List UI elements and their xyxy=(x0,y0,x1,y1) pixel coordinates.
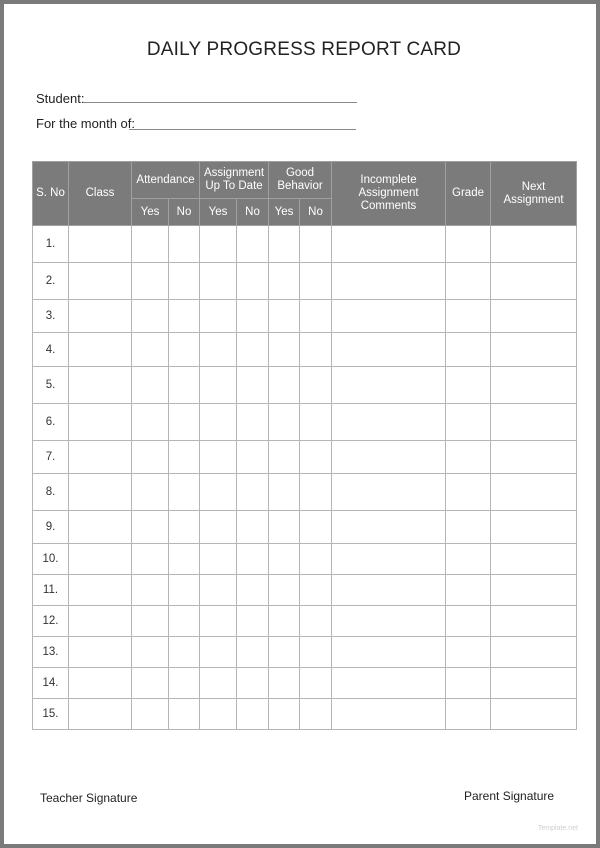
table-row xyxy=(33,511,577,544)
table-cell[interactable] xyxy=(237,441,269,474)
table-cell[interactable] xyxy=(332,226,446,263)
table-cell[interactable] xyxy=(300,668,332,699)
table-cell[interactable] xyxy=(491,511,577,544)
table-cell[interactable] xyxy=(300,226,332,263)
table-cell[interactable] xyxy=(332,606,446,637)
table-cell[interactable] xyxy=(491,333,577,367)
row-number: 13. xyxy=(33,637,69,668)
header-assignment-no: No xyxy=(237,199,269,226)
table-cell[interactable] xyxy=(446,699,491,730)
table-cell[interactable] xyxy=(237,474,269,511)
table-cell[interactable] xyxy=(269,441,300,474)
table-cell[interactable] xyxy=(269,575,300,606)
table-cell[interactable] xyxy=(237,575,269,606)
table-cell[interactable] xyxy=(237,300,269,333)
table-cell[interactable] xyxy=(169,367,200,404)
table-cell[interactable] xyxy=(237,404,269,441)
row-number: 8. xyxy=(33,474,69,511)
table-cell[interactable] xyxy=(69,474,132,511)
table-cell[interactable] xyxy=(446,511,491,544)
table-cell[interactable] xyxy=(269,637,300,668)
table-cell[interactable] xyxy=(332,474,446,511)
header-assignment-yes: Yes xyxy=(200,199,237,226)
table-cell[interactable] xyxy=(332,668,446,699)
table-cell[interactable] xyxy=(169,441,200,474)
table-cell[interactable] xyxy=(69,511,132,544)
table-cell[interactable] xyxy=(300,300,332,333)
table-cell[interactable] xyxy=(300,441,332,474)
table-cell[interactable] xyxy=(169,699,200,730)
table-cell[interactable] xyxy=(200,637,237,668)
table-cell[interactable] xyxy=(300,637,332,668)
table-cell[interactable] xyxy=(491,404,577,441)
table-cell[interactable] xyxy=(332,333,446,367)
table-cell[interactable] xyxy=(69,575,132,606)
table-cell[interactable] xyxy=(169,226,200,263)
table-cell[interactable] xyxy=(237,544,269,575)
table-cell[interactable] xyxy=(169,575,200,606)
header-next: Next Assignment xyxy=(491,162,577,226)
row-number: 6. xyxy=(33,404,69,441)
row-number: 4. xyxy=(33,333,69,367)
parent-signature-label: Parent Signature xyxy=(464,789,555,803)
table-cell[interactable] xyxy=(169,404,200,441)
table-cell[interactable] xyxy=(69,300,132,333)
header-sno: S. No xyxy=(33,162,69,226)
table-row xyxy=(33,668,577,699)
table-cell[interactable] xyxy=(491,606,577,637)
table-cell[interactable] xyxy=(269,668,300,699)
table-cell[interactable] xyxy=(169,511,200,544)
table-row xyxy=(33,637,577,668)
table-cell[interactable] xyxy=(200,474,237,511)
table-cell[interactable] xyxy=(237,367,269,404)
month-line[interactable] xyxy=(129,129,356,130)
table-cell[interactable] xyxy=(200,544,237,575)
student-line[interactable] xyxy=(83,102,357,103)
table-cell[interactable] xyxy=(132,226,169,263)
table-cell[interactable] xyxy=(132,300,169,333)
row-number: 11. xyxy=(33,575,69,606)
table-cell[interactable] xyxy=(269,367,300,404)
table-cell[interactable] xyxy=(237,226,269,263)
table-cell[interactable] xyxy=(237,263,269,300)
month-label: For the month of: xyxy=(36,116,135,131)
table-cell[interactable] xyxy=(69,637,132,668)
table-cell[interactable] xyxy=(237,637,269,668)
table-cell[interactable] xyxy=(332,637,446,668)
table-cell[interactable] xyxy=(446,637,491,668)
teacher-signature-label: Teacher Signature xyxy=(40,791,138,805)
table-cell[interactable] xyxy=(237,511,269,544)
table-cell[interactable] xyxy=(132,606,169,637)
table-cell[interactable] xyxy=(446,441,491,474)
table-cell[interactable] xyxy=(169,263,200,300)
table-cell[interactable] xyxy=(491,226,577,263)
table-cell[interactable] xyxy=(132,474,169,511)
table-cell[interactable] xyxy=(491,474,577,511)
table-cell[interactable] xyxy=(200,263,237,300)
progress-table xyxy=(32,161,577,730)
header-grade: Grade xyxy=(446,162,491,226)
row-number: 5. xyxy=(33,367,69,404)
table-cell[interactable] xyxy=(269,226,300,263)
table-cell[interactable] xyxy=(300,511,332,544)
table-cell[interactable] xyxy=(132,441,169,474)
table-cell[interactable] xyxy=(491,367,577,404)
table-cell[interactable] xyxy=(200,226,237,263)
table-row xyxy=(33,474,577,511)
table-row xyxy=(33,263,577,300)
table-cell[interactable] xyxy=(300,333,332,367)
table-cell[interactable] xyxy=(300,367,332,404)
table-cell[interactable] xyxy=(132,367,169,404)
table-cell[interactable] xyxy=(69,668,132,699)
table-cell[interactable] xyxy=(200,575,237,606)
table-row xyxy=(33,404,577,441)
row-number: 3. xyxy=(33,300,69,333)
table-row xyxy=(33,699,577,730)
table-cell[interactable] xyxy=(69,367,132,404)
table-cell[interactable] xyxy=(491,668,577,699)
table-cell[interactable] xyxy=(237,606,269,637)
table-cell[interactable] xyxy=(69,606,132,637)
table-cell[interactable] xyxy=(169,333,200,367)
table-cell[interactable] xyxy=(332,367,446,404)
table-cell[interactable] xyxy=(132,263,169,300)
table-cell[interactable] xyxy=(332,699,446,730)
row-number: 7. xyxy=(33,441,69,474)
table-row xyxy=(33,226,577,263)
table-cell[interactable] xyxy=(491,637,577,668)
row-number: 1. xyxy=(33,226,69,263)
header-attendance-no: No xyxy=(169,199,200,226)
table-cell[interactable] xyxy=(446,575,491,606)
table-row xyxy=(33,333,577,367)
table-cell[interactable] xyxy=(269,511,300,544)
table-row xyxy=(33,367,577,404)
table-cell[interactable] xyxy=(200,606,237,637)
table-cell[interactable] xyxy=(269,300,300,333)
table-cell[interactable] xyxy=(132,544,169,575)
student-label: Student: xyxy=(36,91,85,106)
table-cell[interactable] xyxy=(132,668,169,699)
table-cell[interactable] xyxy=(132,404,169,441)
table-cell[interactable] xyxy=(200,668,237,699)
header-behavior-no: No xyxy=(300,199,332,226)
table-cell[interactable] xyxy=(491,544,577,575)
table-cell[interactable] xyxy=(491,699,577,730)
table-cell[interactable] xyxy=(446,226,491,263)
table-cell[interactable] xyxy=(446,544,491,575)
table-cell[interactable] xyxy=(446,300,491,333)
table-cell[interactable] xyxy=(491,300,577,333)
table-cell[interactable] xyxy=(332,300,446,333)
table-cell[interactable] xyxy=(69,263,132,300)
table-cell[interactable] xyxy=(200,300,237,333)
table-cell[interactable] xyxy=(300,404,332,441)
table-cell[interactable] xyxy=(332,263,446,300)
row-number: 9. xyxy=(33,511,69,544)
row-number: 2. xyxy=(33,263,69,300)
table-cell[interactable] xyxy=(69,544,132,575)
table-cell[interactable] xyxy=(332,544,446,575)
table-cell[interactable] xyxy=(200,404,237,441)
table-cell[interactable] xyxy=(269,404,300,441)
header-incomplete: Incomplete Assignment Comments xyxy=(332,162,446,226)
row-number: 10. xyxy=(33,544,69,575)
table-cell[interactable] xyxy=(200,333,237,367)
row-number: 12. xyxy=(33,606,69,637)
table-cell[interactable] xyxy=(200,699,237,730)
table-cell[interactable] xyxy=(132,333,169,367)
table-cell[interactable] xyxy=(269,474,300,511)
table-cell[interactable] xyxy=(69,404,132,441)
table-cell[interactable] xyxy=(237,668,269,699)
table-row xyxy=(33,300,577,333)
table-cell[interactable] xyxy=(200,441,237,474)
table-cell[interactable] xyxy=(132,575,169,606)
header-class: Class xyxy=(69,162,132,226)
table-cell[interactable] xyxy=(269,699,300,730)
table-cell[interactable] xyxy=(446,333,491,367)
table-cell[interactable] xyxy=(269,606,300,637)
table-cell[interactable] xyxy=(132,637,169,668)
table-cell[interactable] xyxy=(332,511,446,544)
page-title: DAILY PROGRESS REPORT CARD xyxy=(146,39,462,60)
header-attendance: Attendance xyxy=(132,162,200,199)
table-cell[interactable] xyxy=(300,263,332,300)
watermark: Template.net xyxy=(537,825,578,832)
table-cell[interactable] xyxy=(446,474,491,511)
table-cell[interactable] xyxy=(491,575,577,606)
header-behavior: Good Behavior xyxy=(269,162,332,199)
table-cell[interactable] xyxy=(132,511,169,544)
table-cell[interactable] xyxy=(169,300,200,333)
table-cell[interactable] xyxy=(269,544,300,575)
table-cell[interactable] xyxy=(200,367,237,404)
table-row xyxy=(33,441,577,474)
table-row xyxy=(33,544,577,575)
row-number: 14. xyxy=(33,668,69,699)
table-cell[interactable] xyxy=(169,606,200,637)
table-cell[interactable] xyxy=(69,441,132,474)
table-cell[interactable] xyxy=(69,333,132,367)
table-cell[interactable] xyxy=(300,474,332,511)
table-cell[interactable] xyxy=(169,474,200,511)
row-number: 15. xyxy=(33,699,69,730)
table-cell[interactable] xyxy=(300,606,332,637)
table-cell[interactable] xyxy=(491,263,577,300)
table-cell[interactable] xyxy=(332,441,446,474)
table-cell[interactable] xyxy=(237,699,269,730)
table-cell[interactable] xyxy=(69,699,132,730)
header-behavior-yes: Yes xyxy=(269,199,300,226)
table-cell[interactable] xyxy=(446,367,491,404)
table-cell[interactable] xyxy=(200,511,237,544)
table-cell[interactable] xyxy=(300,699,332,730)
table-row xyxy=(33,606,577,637)
table-cell[interactable] xyxy=(300,575,332,606)
table-cell[interactable] xyxy=(169,668,200,699)
table-cell[interactable] xyxy=(446,404,491,441)
table-cell[interactable] xyxy=(446,263,491,300)
table-cell[interactable] xyxy=(491,441,577,474)
table-cell[interactable] xyxy=(269,333,300,367)
table-cell[interactable] xyxy=(332,575,446,606)
table-cell[interactable] xyxy=(169,544,200,575)
header-attendance-yes: Yes xyxy=(132,199,169,226)
table-cell[interactable] xyxy=(237,333,269,367)
table-cell[interactable] xyxy=(446,668,491,699)
table-cell[interactable] xyxy=(446,606,491,637)
table-cell[interactable] xyxy=(269,263,300,300)
table-cell[interactable] xyxy=(300,544,332,575)
table-row xyxy=(33,575,577,606)
header-assignment: Assignment Up To Date xyxy=(200,162,269,199)
table-cell[interactable] xyxy=(169,637,200,668)
table-cell[interactable] xyxy=(69,226,132,263)
table-cell[interactable] xyxy=(132,699,169,730)
table-cell[interactable] xyxy=(332,404,446,441)
